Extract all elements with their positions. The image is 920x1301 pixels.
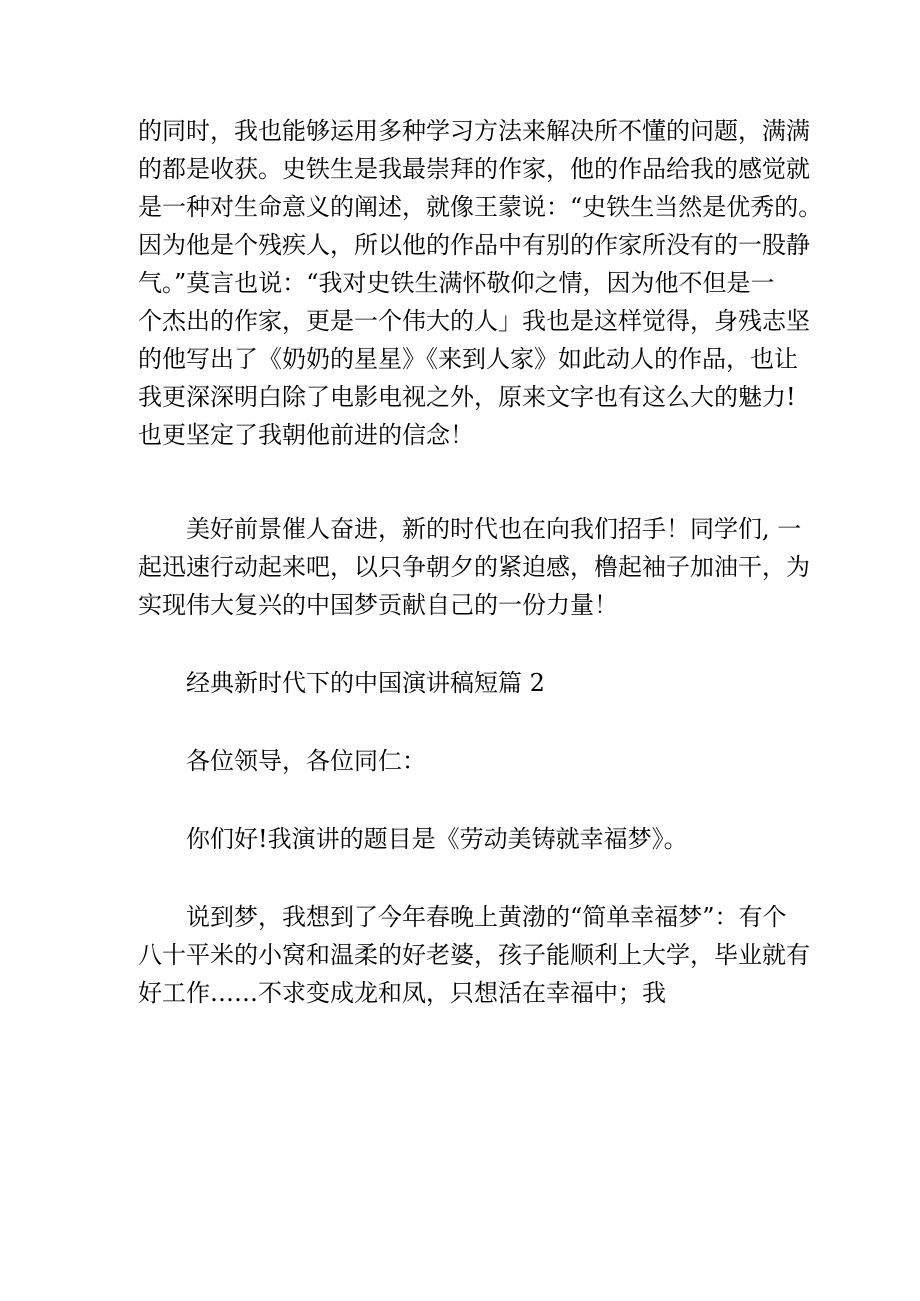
salutation [138, 742, 788, 780]
salutation-text: 各位领导，各位同仁： [186, 747, 426, 775]
greeting [138, 820, 788, 858]
text-line: 的他写出了《奶奶的星星》《来到人家》如此动人的作品，也让 [138, 345, 798, 373]
text-line: 也更坚定了我朝他前进的信念！ [138, 421, 474, 449]
text-line: 是一种对生命意义的阐述，就像王蒙说：“史铁生当然是优秀的。 [138, 193, 823, 221]
section-heading [138, 664, 788, 702]
heading-text: 经典新时代下的中国演讲稿短篇 2 [186, 669, 545, 697]
paragraph-2 [138, 510, 810, 624]
text-line: 八十平米的小窝和温柔的好老婆，孩子能顺利上大学，毕业就有 [138, 941, 810, 969]
text-line: 个杰出的作家，更是一个伟大的人」我也是这样觉得，身残志坚 [138, 307, 810, 335]
greeting-text: 你们好!我演讲的题目是《劳动美铸就幸福梦》。 [186, 825, 688, 853]
text-line: 好工作……不求变成龙和凤，只想活在幸福中；我 [138, 979, 666, 1007]
paragraph-gap [138, 702, 788, 742]
paragraph-gap [138, 454, 788, 510]
text-line: 的都是收获。史铁生是我最崇拜的作家，他的作品给我的感觉就 [138, 155, 810, 183]
paragraph-1 [138, 112, 823, 454]
text-line: 气。”莫言也说：“我对史铁生满怀敬仰之情，因为他不但是一 [138, 269, 775, 297]
text-line: 因为他是个残疾人，所以他的作品中有别的作家所没有的一股静 [138, 231, 810, 259]
document-body [138, 112, 823, 1012]
paragraph-gap [138, 624, 788, 664]
text-line: 我更深深明白除了电影电视之外，原来文字也有这么大的魅力! [138, 383, 796, 411]
text-line: 美好前景催人奋进，新的时代也在向我们招手！同学们, 一 [186, 515, 802, 543]
text-line: 实现伟大复兴的中国梦贡献自己的一份力量！ [138, 591, 618, 619]
paragraph-3 [138, 898, 810, 1012]
paragraph-gap [138, 858, 788, 898]
text-line: 起迅速行动起来吧，以只争朝夕的紧迫感，橹起袖子加油干，为 [138, 553, 810, 581]
text-line: 的同时，我也能够运用多种学习方法来解决所不懂的问题，满满 [138, 117, 810, 145]
text-line: 说到梦，我想到了今年春晚上黄渤的“简单幸福梦”：有个 [186, 903, 787, 931]
paragraph-gap [138, 780, 788, 820]
